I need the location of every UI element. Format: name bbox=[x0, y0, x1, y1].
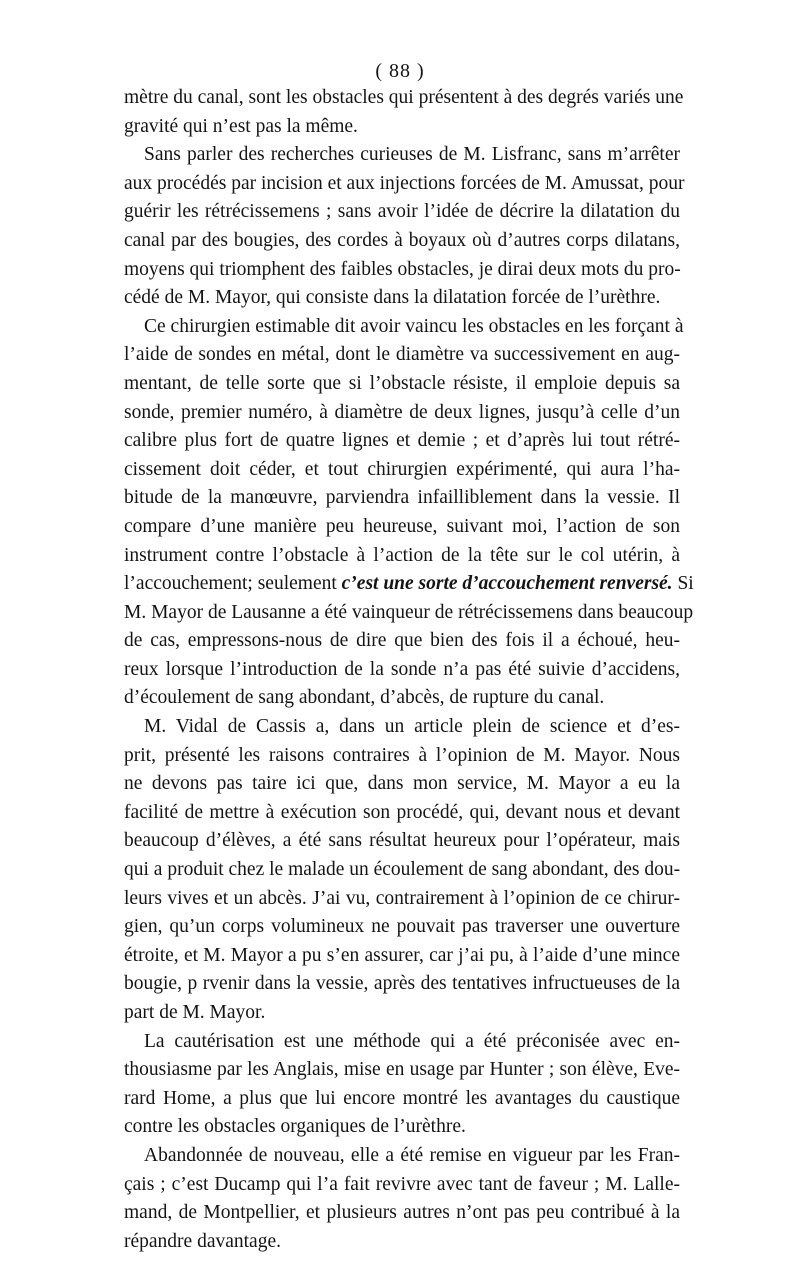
line-text: sonde, premier numéro, à diamètre de deux lignes, jusqu’à celle d’un bbox=[124, 401, 680, 423]
text-line bbox=[124, 370, 680, 399]
line-text: prit, présenté les raisons contraires à l’opinion de M. Mayor. Nous bbox=[124, 744, 680, 766]
line-text: Ce chirurgien estimable dit avoir vaincu les obstacles en les forçant à bbox=[144, 315, 684, 337]
line-text: canal par des bougies, des cordes à boyaux où d’autres corps dilatans, bbox=[124, 229, 680, 251]
line-text: l’aide de sondes en métal, dont le diamètre va successivement en aug- bbox=[124, 344, 680, 366]
text-line bbox=[124, 599, 694, 628]
line-text: ne devons pas taire ici que, dans mon service, M. Mayor a eu la bbox=[124, 773, 680, 795]
text-line bbox=[124, 1142, 680, 1171]
text-line bbox=[124, 341, 680, 370]
line-text-after: Si bbox=[672, 573, 694, 595]
line-text: çais ; c’est Ducamp qui l’a fait revivre avec tant de faveur ; M. Lalle- bbox=[124, 1173, 680, 1195]
line-text: gravité qui n’est pas la même. bbox=[124, 115, 358, 137]
line-text: leurs vives et un abcès. J’ai vu, contrairement à l’opinion de ce chirur- bbox=[124, 887, 680, 909]
line-text: mentant, de telle sorte que si l’obstacle résiste, il emploie depuis sa bbox=[124, 372, 680, 394]
body-text bbox=[124, 84, 694, 1256]
text-line bbox=[124, 1113, 680, 1142]
text-line bbox=[124, 484, 680, 513]
line-text: Abandonnée de nouveau, elle a été remise en vigueur par les Fran- bbox=[144, 1144, 680, 1166]
text-line bbox=[124, 198, 680, 227]
text-line bbox=[124, 827, 680, 856]
text-line bbox=[124, 456, 680, 485]
text-line bbox=[124, 1028, 680, 1057]
line-text: mètre du canal, sont les obstacles qui présentent à des degrés variés une bbox=[124, 87, 684, 108]
line-text: M. Vidal de Cassis a, dans un article plein de science et d’es- bbox=[144, 716, 680, 738]
line-text: bitude de la manœuvre, parviendra infailliblement dans la vessie. Il bbox=[124, 487, 680, 509]
text-line bbox=[124, 885, 680, 914]
line-text: guérir les rétrécissemens ; sans avoir l’idée de décrire la dilatation du bbox=[124, 201, 680, 223]
line-text: l’accouchement; seulement bbox=[124, 573, 337, 595]
text-line bbox=[124, 170, 685, 199]
text-line bbox=[124, 970, 680, 999]
text-line bbox=[124, 713, 680, 742]
text-line bbox=[124, 427, 680, 456]
text-line bbox=[124, 913, 680, 942]
line-text: M. Mayor de Lausanne a été vainqueur de rétrécissemens dans beaucoup bbox=[124, 601, 694, 623]
line-text: instrument contre l’obstacle à l’action de la tête sur le col utérin, à bbox=[124, 544, 680, 566]
text-line bbox=[124, 1085, 680, 1114]
text-line bbox=[124, 113, 680, 142]
line-text: Sans parler des recherches curieuses de M. Lisfranc, sans m’arrêter bbox=[144, 144, 680, 166]
line-text: mand, de Montpellier, et plusieurs autres n’ont pas peu contribué à la bbox=[124, 1202, 680, 1224]
text-line bbox=[124, 570, 694, 599]
line-text: contre les obstacles organiques de l’urèthre. bbox=[124, 1116, 466, 1138]
line-text: compare d’une manière peu heureuse, suivant moi, l’action de son bbox=[124, 515, 680, 537]
line-text: bougie, p rvenir dans la vessie, après des tentatives infructueuses de la bbox=[124, 973, 680, 995]
line-text: qui a produit chez le malade un écoulement de sang abondant, des dou- bbox=[124, 859, 681, 881]
text-line bbox=[124, 999, 680, 1028]
text-line bbox=[124, 542, 680, 571]
text-line bbox=[124, 256, 680, 285]
text-line bbox=[124, 141, 680, 170]
text-line bbox=[124, 1199, 680, 1228]
line-text: cédé de M. Mayor, qui consiste dans la dilatation forcée de l’urèthre. bbox=[124, 287, 661, 309]
text-line bbox=[124, 656, 680, 685]
text-line bbox=[124, 513, 680, 542]
text-line bbox=[124, 799, 680, 828]
text-line bbox=[124, 1171, 680, 1200]
line-text: d’écoulement de sang abondant, d’abcès, de rupture du canal. bbox=[124, 687, 605, 709]
line-text: étroite, et M. Mayor a pu s’en assurer, car j’ai pu, à l’aide d’une mince bbox=[124, 944, 680, 966]
line-text: de cas, empressons-nous de dire que bien des fois il a échoué, heu- bbox=[124, 630, 680, 652]
text-line bbox=[124, 627, 680, 656]
text-line bbox=[124, 227, 680, 256]
line-text: part de M. Mayor. bbox=[124, 1002, 266, 1023]
page-number: ( 88 ) bbox=[375, 60, 425, 82]
line-text: aux procédés par incision et aux injections forcées de M. Amussat, pour bbox=[124, 172, 685, 194]
line-text: La cautérisation est une méthode qui a été préconisée avec en- bbox=[144, 1030, 680, 1052]
text-line bbox=[124, 1056, 680, 1085]
line-text: rard Home, a plus que lui encore montré les avantages du caustique bbox=[124, 1087, 680, 1109]
text-line bbox=[124, 399, 680, 428]
line-text: moyens qui triomphent des faibles obstacles, je dirai deux mots du pro- bbox=[124, 258, 681, 280]
text-line bbox=[124, 856, 680, 885]
text-line bbox=[124, 770, 680, 799]
text-line bbox=[124, 1228, 680, 1257]
text-line bbox=[124, 684, 680, 713]
line-text: beaucoup d’élèves, a été sans résultat heureux pour l’opérateur, mais bbox=[124, 830, 680, 852]
text-line bbox=[124, 942, 680, 971]
text-line bbox=[124, 84, 684, 113]
emphasized-text: c’est une sorte d’accouchement renversé. bbox=[341, 573, 673, 595]
line-text: facilité de mettre à exécution son procédé, qui, devant nous et devant bbox=[124, 801, 680, 823]
line-text: reux lorsque l’introduction de la sonde n’a pas été suivie d’accidens, bbox=[124, 658, 680, 680]
line-text: répandre davantage. bbox=[124, 1230, 281, 1252]
line-text: cissement doit céder, et tout chirurgien expérimenté, qui aura l’ha- bbox=[124, 458, 680, 480]
text-line bbox=[124, 313, 684, 342]
line-text: calibre plus fort de quatre lignes et demie ; et d’après lui tout rétré- bbox=[124, 430, 680, 452]
text-line bbox=[124, 742, 680, 771]
text-line bbox=[124, 284, 680, 313]
line-text: thousiasme par les Anglais, mise en usage par Hunter ; son élève, Eve- bbox=[124, 1059, 680, 1081]
line-text: gien, qu’un corps volumineux ne pouvait pas traverser une ouverture bbox=[124, 916, 680, 938]
